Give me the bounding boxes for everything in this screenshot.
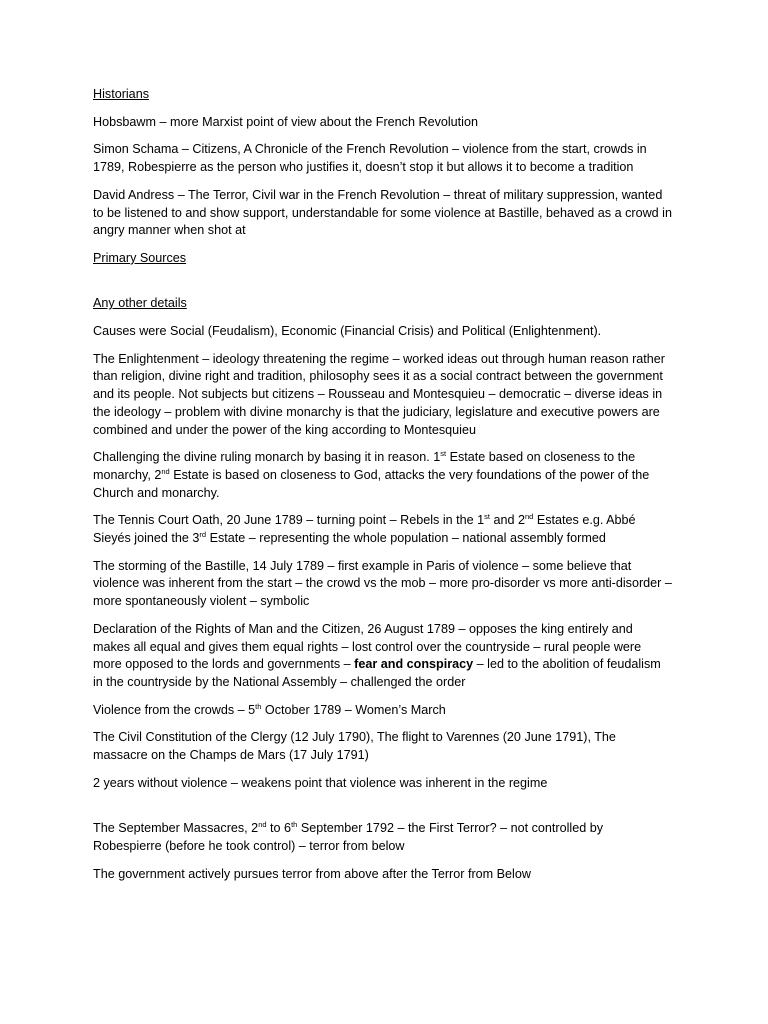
- para-declaration: [93, 621, 673, 692]
- text-run: – led to the abolition of feudalism in the countryside by the National Assembly – challenged the order: [93, 657, 661, 689]
- text-run: Estate based on closeness to the monarchy, 2: [93, 450, 636, 482]
- blank-line: [93, 802, 673, 820]
- para-andress: David Andress – The Terror, Civil war in the French Revolution – threat of military suppression, wanted to be listened to and show support, understandable for some violence at Bastille, behaved as a crowd in angry manner when shot at: [93, 187, 672, 238]
- superscript: st: [440, 449, 447, 459]
- superscript: th: [255, 701, 262, 711]
- para-bastille: The storming of the Bastille, 14 July 1789 – first example in Paris of violence – some believe that violence was inherent from the start – the crowd vs the mob – more pro-disorder vs more anti-disorder – more spontaneously violent – symbolic: [93, 558, 672, 609]
- text-run: The Tennis Court Oath, 20 June 1789 – turning point – Rebels in the 1: [93, 513, 485, 528]
- heading-primary-sources: Primary Sources: [93, 250, 187, 265]
- text-run: Estate is based on closeness to God, attacks the very foundations of the power of the Church and monarchy.: [93, 467, 650, 500]
- para-challenging-monarch: [93, 449, 673, 502]
- para-two-years: 2 years without violence – weakens point that violence was inherent in the regime: [93, 775, 548, 790]
- bold-text: fear and conspiracy: [354, 657, 474, 672]
- text-run: Declaration of the Rights of Man and the Citizen, 26 August 1789 – opposes the king entirely and makes all equal and gives them equal rights – lost control over the countryside – rural people were more opposed to the lords and governments –: [93, 621, 642, 672]
- blank-line: [93, 278, 673, 296]
- para-government-terror: The government actively pursues terror from above after the Terror from Below: [93, 866, 531, 881]
- superscript: st: [484, 512, 490, 522]
- text-run: Estate – representing the whole population – national assembly formed: [206, 531, 606, 546]
- text-run: and 2: [489, 513, 525, 528]
- para-womens-march: [93, 702, 673, 720]
- heading-historians: Historians: [93, 87, 149, 101]
- text-run: The September Massacres, 2: [93, 821, 259, 836]
- document-page: [93, 86, 673, 893]
- superscript: th: [291, 819, 298, 829]
- superscript: nd: [161, 466, 170, 476]
- para-causes: Causes were Social (Feudalism), Economic (Financial Crisis) and Political (Enlightenment).: [93, 324, 602, 339]
- para-schama: Simon Schama – Citizens, A Chronicle of the French Revolution – violence from the start, crowds in 1789, Robespierre as the person who justifies it, doesn’t stop it but allows it to become a tradition: [93, 142, 647, 175]
- text-run: Estates e.g. Abbé Sieyés joined the 3: [93, 513, 636, 546]
- text-run: Violence from the crowds – 5: [93, 702, 256, 717]
- para-tennis-court-oath: [93, 512, 673, 547]
- text-run: Challenging the divine ruling monarch by basing it in reason. 1: [93, 450, 441, 465]
- superscript: nd: [525, 512, 534, 522]
- para-hobsbawm: Hobsbawm – more Marxist point of view about the French Revolution: [93, 114, 478, 129]
- text-run: to 6: [266, 821, 292, 836]
- heading-other-details: Any other details: [93, 296, 187, 311]
- superscript: nd: [258, 819, 267, 829]
- para-enlightenment: The Enlightenment – ideology threatening the regime – worked ideas out through human reason rather than religion, divine right and tradition, philosophy sees it as a social contract between the government and its people. Not subjects but citizens – Rousseau and Montesquieu – democratic – diverse ideas in the ideology – problem with divine monarchy is that the judiciary, legislature and executive powers are combined and under the power of the king according to Montesquieu: [93, 351, 665, 437]
- text-run: September 1792 – the First Terror? – not controlled by Robespierre (before he took control) – terror from below: [93, 821, 604, 853]
- para-clergy: The Civil Constitution of the Clergy (12 July 1790), The flight to Varennes (20 June 1791), The massacre on the Champs de Mars (17 July 1791): [93, 730, 616, 763]
- para-september-massacres: [93, 820, 673, 855]
- superscript: rd: [199, 529, 207, 539]
- text-run: October 1789 – Women’s March: [261, 702, 446, 717]
